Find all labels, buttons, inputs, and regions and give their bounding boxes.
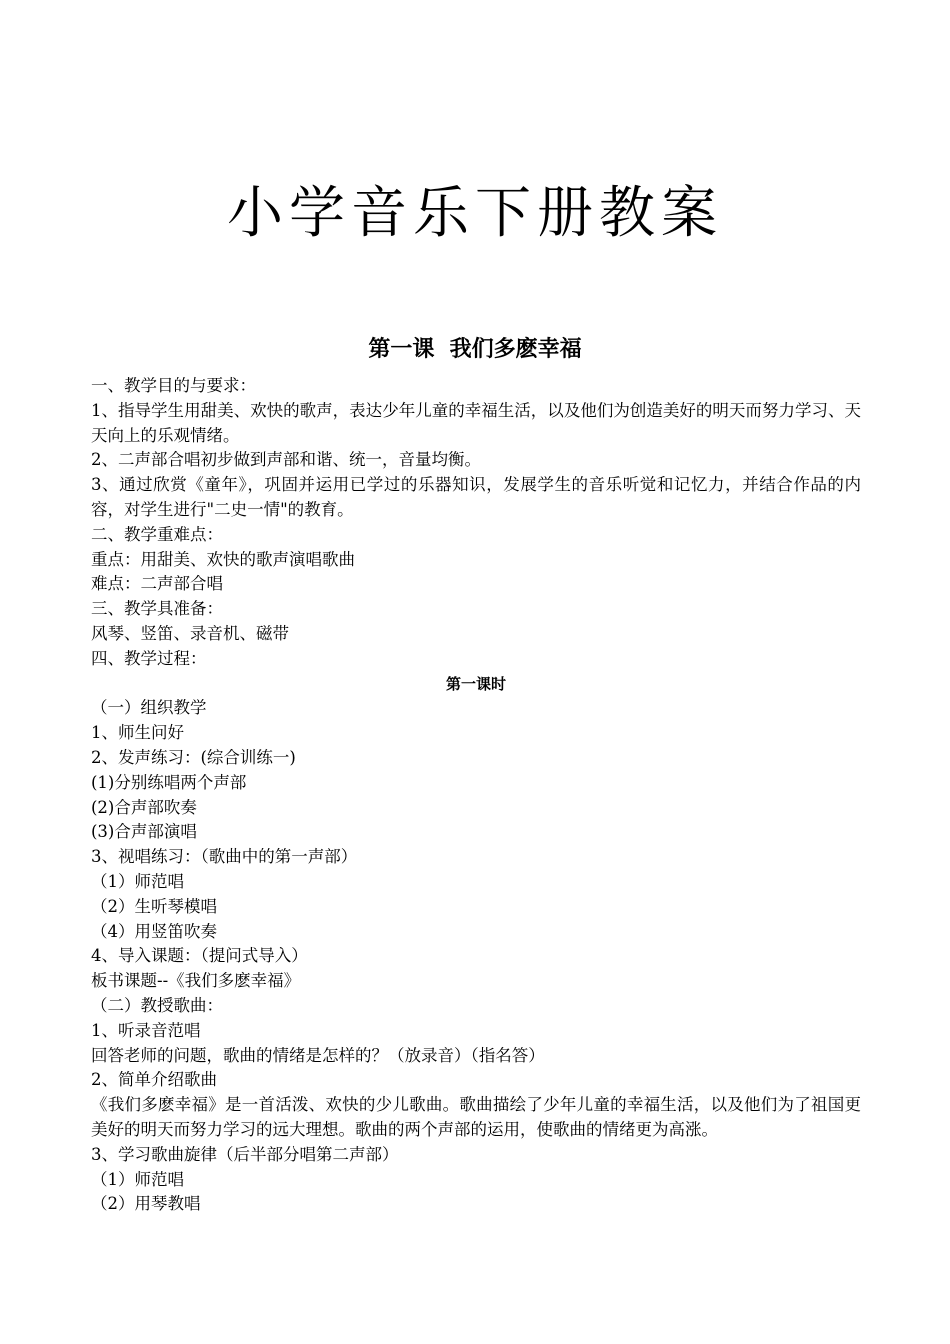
- body-line: （4）用竖笛吹奏: [91, 921, 217, 941]
- body-line: 风琴、竖笛、录音机、磁带: [91, 623, 289, 643]
- section-heading: 第一课时: [445, 674, 506, 693]
- body-line: 回答老师的问题，歌曲的情绪是怎样的？（放录音）（指名答）: [91, 1045, 545, 1065]
- body-line: 2、简单介绍歌曲: [91, 1070, 217, 1090]
- body-line: （2）用琴教唱: [91, 1194, 201, 1214]
- body-line: （1）师范唱: [91, 871, 184, 891]
- body-line: （1）师范唱: [91, 1169, 184, 1189]
- body-line: （一）组织教学: [91, 698, 207, 718]
- body-line: 三、教学具准备：: [91, 599, 223, 619]
- body-line: （二）教授歌曲：: [91, 995, 223, 1015]
- body-line: 4、导入课题：（提问式导入）: [91, 946, 308, 966]
- body-line: (3)合声部演唱: [91, 822, 197, 842]
- body-paragraph: 3、通过欣赏《童年》，巩固并运用已学过的乐器知识，发展学生的音乐听觉和记忆力，并结合作品的内容，对学生进行"二史一情"的教育。: [91, 475, 861, 519]
- lesson-title: 第一课 我们多麽幸福: [368, 336, 582, 362]
- body-line: 1、听录音范唱: [91, 1020, 201, 1040]
- body-line: (1)分别练唱两个声部: [91, 772, 247, 792]
- body-paragraph: 1、指导学生用甜美、欢快的歌声，表达少年儿童的幸福生活，以及他们为创造美好的明天而努力学习、天天向上的乐观情绪。: [91, 400, 861, 445]
- body-line: 一、教学目的与要求：: [91, 376, 256, 395]
- body-line: 二、教学重难点：: [91, 524, 223, 544]
- body-line: 3、学习歌曲旋律（后半部分唱第二声部）: [91, 1144, 399, 1164]
- body-line: 重点：用甜美、欢快的歌声演唱歌曲: [91, 549, 355, 569]
- document-title: 小学音乐下册教案: [227, 181, 723, 246]
- body-line: 板书课题--《我们多麽幸福》: [91, 971, 301, 991]
- body-line: (2)合声部吹奏: [91, 797, 197, 817]
- body-line: 3、视唱练习：（歌曲中的第一声部）: [91, 847, 358, 867]
- body-line: 2、发声练习：(综合训练一): [91, 747, 296, 767]
- body-line: 1、师生问好: [91, 723, 184, 743]
- body-paragraph: 《我们多麽幸福》是一首活泼、欢快的少儿歌曲。歌曲描绘了少年儿童的幸福生活，以及他们为了祖国更美好的明天而努力学习的远大理想。歌曲的两个声部的运用，使歌曲的情绪更为高涨。: [91, 1095, 861, 1139]
- body-line: （2）生听琴模唱: [91, 896, 217, 916]
- body-line: 难点：二声部合唱: [91, 574, 223, 594]
- body-line: 2、二声部合唱初步做到声部和谐、统一，音量均衡。: [91, 450, 481, 470]
- body-line: 四、教学过程：: [91, 648, 207, 668]
- lesson-body: [91, 374, 861, 1217]
